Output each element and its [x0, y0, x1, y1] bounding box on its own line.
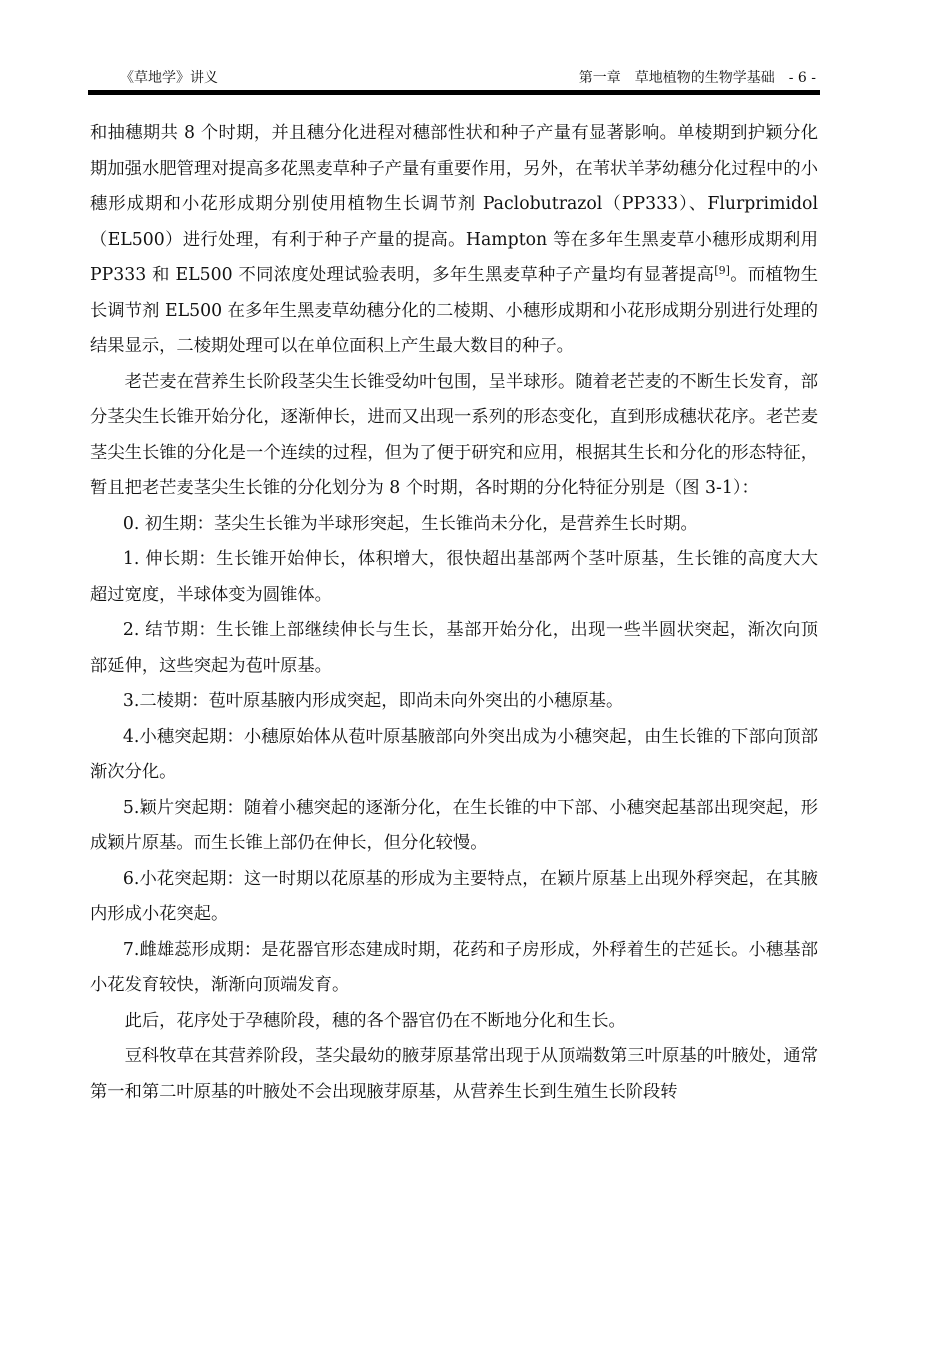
stage-item-2: 2. 结节期：生长锥上部继续伸长与生长，基部开始分化，出现一些半圆状突起，渐次向顶部延伸，这些突起为苞叶原基。	[90, 620, 818, 676]
citation-marker: [9]	[714, 264, 730, 277]
header-course-title: 《草地学》讲义	[120, 70, 218, 86]
stage-item-7: 7.雌雄蕊形成期：是花器官形态建成时期，花药和子房形成，外稃着生的芒延长。小穗基部小花发育较快，渐渐向顶端发育。	[90, 939, 818, 995]
paragraph-legume: 豆科牧草在其营养阶段，茎尖最幼的腋芽原基常出现于从顶端数第三叶原基的叶腋处，通常第一和第二叶原基的叶腋处不会出现腋芽原基，从营养生长到生殖生长阶段转	[90, 1046, 818, 1102]
header-chapter-page: 第一章 草地植物的生物学基础 - 6 -	[578, 70, 816, 86]
stage-item-4: 4.小穗突起期：小穗原始体从苞叶原基腋部向外突出成为小穗突起，由生长锥的下部向顶部渐次分化。	[90, 726, 818, 782]
stage-item-5: 5.颖片突起期：随着小穗突起的逐渐分化，在生长锥的中下部、小穗突起基部出现突起，形成颖片原基。而生长锥上部仍在伸长，但分化较慢。	[90, 797, 818, 853]
paragraph-elymus-intro: 老芒麦在营养生长阶段茎尖生长锥受幼叶包围，呈半球形。随着老芒麦的不断生长发育，部分茎尖生长锥开始分化，逐渐伸长，进而又出现一系列的形态变化，直到形成穗状花序。老芒麦茎尖生长锥的分化是一个连续的过程，但为了便于研究和应用，根据其生长和分化的形态特征，暂且把老芒麦茎尖生长锥的分化划分为 8 个时期，各时期的分化特征分别是（图 3-1）：	[90, 371, 818, 498]
stage-item-0: 0. 初生期：茎尖生长锥为半球形突起，生长锥尚未分化，是营养生长时期。	[122, 513, 698, 534]
header-rule	[88, 90, 820, 95]
paragraph-after-stages: 此后，花序处于孕穗阶段，穗的各个器官仍在不断地分化和生长。	[124, 1010, 626, 1031]
stage-item-3: 3.二棱期：苞叶原基腋内形成突起，即尚未向外突出的小穗原基。	[122, 691, 624, 711]
stage-item-6: 6.小花突起期：这一时期以花原基的形成为主要特点，在颖片原基上出现外稃突起，在其腋内形成小花突起。	[90, 868, 818, 924]
body-text	[90, 116, 818, 1110]
stage-item-1: 1. 伸长期：生长锥开始伸长，体积增大，很快超出基部两个茎叶原基，生长锥的高度大大超过宽度，半球体变为圆锥体。	[90, 549, 818, 605]
paragraph-continuation: 和抽穗期共 8 个时期，并且穗分化进程对穗部性状和种子产量有显著影响。单棱期到护颖分化期加强水肥管理对提高多花黑麦草种子产量有重要作用，另外，在苇状羊茅幼穗分化过程中的小穗形成期和小花形成期分别使用植物生长调节剂 Paclobutrazol（PP333）、Flurprimidol（EL500）进行处理，有利于种子产量的提高。Hampton 等在多年生黑麦草小穗形成期利用 PP333 和 EL500 不同浓度处理试验表明，多年生黑麦草种子产量均有显著提高[9]。而植物生长调节剂 EL500 在多年生黑麦草幼穗分化的二棱期、小穗形成期和小花形成期分别进行处理的结果显示，二棱期处理可以在单位面积上产生最大数目的种子。	[90, 123, 818, 356]
